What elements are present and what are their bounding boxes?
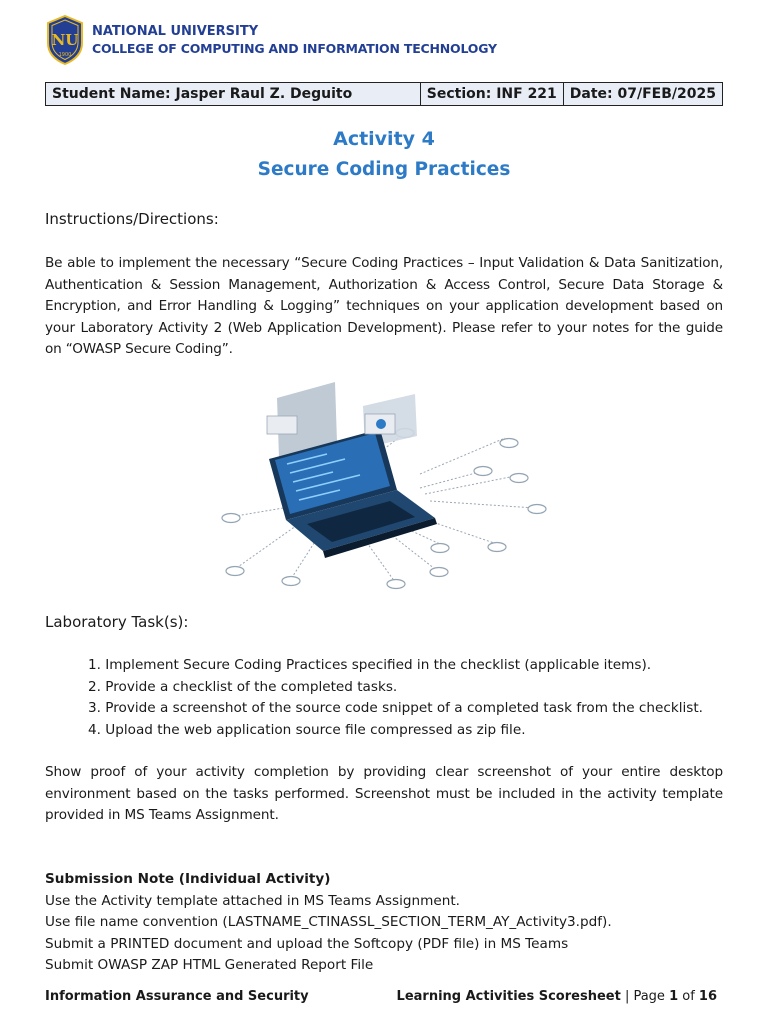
laptop-circuit-illustration-icon bbox=[215, 376, 555, 596]
lab-tasks-label: Laboratory Task(s): bbox=[45, 613, 189, 631]
university-logo-icon bbox=[46, 15, 84, 65]
instructions-body: Be able to implement the necessary “Secure Coding Practices – Input Validation & Data Sanitization, Authentication & Session Management, Authorization & Access Control, Secure Data Storage & Encryption, and Error Handling & Logging” techniques on your application development based on your Laboratory Activity 2 (Web Application Development). Please refer to your notes for the guide on “OWASP Secure Coding”. bbox=[45, 255, 723, 357]
page-total: 16 bbox=[698, 989, 717, 1004]
list-item: 4. Upload the web application source file compressed as zip file. bbox=[88, 721, 526, 738]
footer-separator: | Page bbox=[620, 989, 670, 1004]
footer-page-info bbox=[397, 989, 717, 1004]
logo-letters: NU bbox=[51, 31, 79, 49]
footer-scoresheet-label: Learning Activities Scoresheet bbox=[396, 989, 621, 1004]
section-cell: Section: INF 221 bbox=[420, 83, 563, 106]
page-number: 1 bbox=[669, 989, 679, 1004]
submission-line: Use the Activity template attached in MS Teams Assignment. bbox=[45, 892, 460, 909]
student-name-cell: Student Name: Jasper Raul Z. Deguito bbox=[46, 83, 421, 106]
lab-task-list bbox=[88, 655, 703, 741]
footer-course: Information Assurance and Security bbox=[45, 989, 309, 1004]
list-item: 2. Provide a checklist of the completed tasks. bbox=[88, 678, 398, 695]
logo-year: 1900 bbox=[58, 52, 72, 58]
activity-subtitle: Secure Coding Practices bbox=[257, 159, 511, 180]
submission-note bbox=[45, 869, 612, 977]
list-item: 3. Provide a screenshot of the source code snippet of a completed task from the checklist. bbox=[88, 700, 703, 716]
submission-line: Use file name convention (LASTNAME_CTINASSL_SECTION_TERM_AY_Activity3.pdf). bbox=[45, 914, 612, 930]
date-cell: Date: 07/FEB/2025 bbox=[563, 83, 722, 106]
activity-title: Activity 4 bbox=[333, 128, 435, 150]
list-item: 1. Implement Secure Coding Practices specified in the checklist (applicable items). bbox=[88, 657, 652, 673]
submission-line: Submit OWASP ZAP HTML Generated Report File bbox=[45, 957, 374, 973]
college-name: COLLEGE OF COMPUTING AND INFORMATION TECHNOLOGY bbox=[92, 41, 497, 56]
instructions-label: Instructions/Directions: bbox=[45, 210, 219, 228]
page-header bbox=[46, 12, 497, 68]
proof-paragraph: Show proof of your activity completion by providing clear screenshot of your entire desktop environment based on the tasks performed. Screenshot must be included in the activity template provided in MS Teams Assignment. bbox=[45, 764, 723, 823]
footer-of: of bbox=[678, 989, 699, 1004]
submission-heading: Submission Note (Individual Activity) bbox=[45, 871, 331, 887]
submission-line: Submit a PRINTED document and upload the Softcopy (PDF file) in MS Teams bbox=[45, 935, 569, 952]
university-name: NATIONAL UNIVERSITY bbox=[92, 24, 259, 39]
university-header-text bbox=[92, 23, 497, 57]
student-info-table bbox=[45, 82, 723, 106]
